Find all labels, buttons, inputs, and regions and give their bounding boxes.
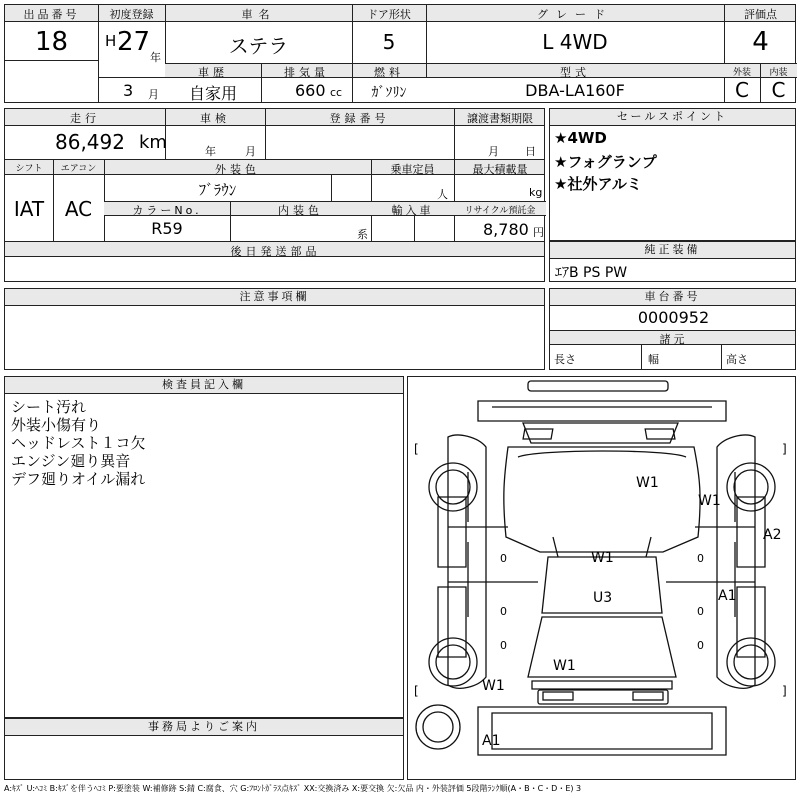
first-registration-era: H: [105, 32, 117, 50]
car-name-value: ステラ: [228, 34, 289, 58]
capacity-unit: 人: [437, 188, 448, 201]
recycle-label: リサイクル預託金: [464, 206, 536, 216]
sales-points-label: セールスポイント: [550, 109, 795, 126]
month-unit: 月: [148, 88, 159, 101]
equipment-block: [549, 241, 796, 282]
chassis-label: 車台番号: [550, 289, 795, 306]
inspector-line: シート汚れ: [11, 398, 87, 416]
car-name-label: 車名: [241, 8, 276, 21]
inspector-line: エンジン廻り異音: [11, 452, 131, 470]
shaken-label: 車検: [200, 112, 230, 125]
model-value: DBA-LA160F: [525, 81, 625, 100]
history-label: 車歴: [198, 66, 228, 79]
model-label: 型式: [560, 66, 590, 79]
exterior-color-value: ﾌﾞﾗｳﾝ: [198, 181, 237, 199]
rating-label: 評価点: [744, 8, 777, 21]
later-parts-label: 後日発送部品: [230, 245, 321, 258]
shaken-month-unit: 月: [245, 145, 256, 158]
first-registration-year: 27: [117, 27, 151, 57]
damage-diagram-frame: [407, 376, 796, 780]
registration-number-label: 登録番号: [329, 112, 390, 125]
inspector-label: 検査員記入欄: [5, 377, 403, 394]
damage-mark: W1: [482, 678, 505, 694]
chassis-value: 0000952: [637, 308, 710, 327]
bracket-mark: [: [414, 442, 419, 456]
inspector-line: デフ廻りオイル漏れ: [11, 470, 146, 488]
chassis-block: [549, 288, 796, 370]
zero-mark: 0: [500, 605, 507, 618]
damage-mark: W1: [553, 658, 576, 674]
bracket-mark: ]: [782, 442, 787, 456]
displacement-label: 排気量: [284, 66, 329, 79]
notes-label: 注意事項欄: [5, 289, 544, 306]
sales-point-item: ★社外アルミ: [554, 175, 642, 193]
fuel-label: 燃料: [374, 66, 404, 79]
notes-block: [4, 288, 545, 370]
color-number-value: R59: [151, 219, 183, 238]
shift-value: IAT: [13, 197, 45, 221]
inspector-line: 外装小傷有り: [11, 416, 102, 434]
mileage-unit: km: [139, 132, 167, 153]
equipment-label: 純正装備: [550, 242, 795, 259]
specs-height-label: 高さ: [726, 353, 748, 366]
sales-point-item: ★フォグランプ: [554, 153, 657, 171]
recycle-unit: 円: [533, 226, 544, 239]
max-load-unit: kg: [529, 186, 543, 199]
interior-rating-value: C: [771, 78, 786, 102]
color-number-label: カラーNo.: [132, 204, 202, 217]
lot-number-value: 18: [34, 27, 69, 57]
damage-legend: A:ｷｽﾞ U:ﾍｺﾐ B:ｷｽﾞを伴うﾍｺﾐ P:要塗装 W:補修跡 S:錆 C:腐食、穴 G:ﾌﾛﾝﾄｶﾞﾗｽ点ｷｽﾞ XX:交換済み X:要交換 欠:欠品 内・外装評価 5段階ﾗﾝｸ順(A・B・C・D・E) 3: [4, 784, 582, 793]
damage-mark: A2: [763, 527, 782, 543]
transfer-day-unit: 日: [525, 145, 536, 158]
grade-label: グレード: [537, 8, 613, 21]
zero-mark: 0: [697, 639, 704, 652]
office-label: 事務局よりご案内: [5, 719, 403, 736]
damage-mark: A1: [718, 588, 737, 604]
aircon-value: AC: [64, 197, 93, 221]
recycle-value: 8,780: [483, 220, 529, 239]
interior-rating-label: 内装: [769, 68, 788, 78]
shaken-year-unit: 年: [205, 145, 216, 158]
zero-mark: 0: [500, 552, 507, 565]
displacement-unit: cc: [330, 86, 343, 99]
damage-mark: W1: [591, 550, 614, 566]
specs-length-label: 長さ: [554, 353, 576, 366]
vehicle-detail-block: [4, 108, 545, 282]
sales-point-item: ★4WD: [554, 129, 607, 147]
first-registration-month: 3: [123, 81, 134, 100]
first-registration-label: 初度登録: [109, 8, 154, 21]
door-type-value: 5: [382, 30, 396, 54]
header-block: [4, 4, 796, 103]
specs-width-label: 幅: [648, 353, 659, 366]
max-load-label: 最大積載量: [472, 163, 528, 176]
bracket-mark: ]: [782, 684, 787, 698]
damage-mark: A1: [482, 733, 501, 749]
shift-label: シフト: [15, 164, 43, 174]
sales-points-block: [549, 108, 796, 241]
bracket-mark: [: [414, 684, 419, 698]
lot-number-label: 出品番号: [23, 8, 80, 21]
transfer-deadline-label: 譲渡書類期限: [467, 112, 533, 125]
aircon-label: エアコン: [60, 164, 97, 174]
capacity-label: 乗車定員: [390, 163, 435, 176]
equipment-value: ｴｱB PS PW: [555, 265, 628, 281]
interior-color-label: 内装色: [278, 204, 323, 217]
office-block: [4, 718, 404, 780]
transfer-month-unit: 月: [488, 145, 499, 158]
specs-label: 諸元: [659, 333, 688, 346]
inspector-line: ヘッドレスト１コ欠: [11, 434, 146, 452]
interior-color-unit: 系: [357, 228, 368, 241]
year-unit: 年: [150, 51, 161, 64]
exterior-rating-value: C: [735, 78, 749, 102]
displacement-value: 660: [295, 81, 326, 100]
zero-mark: 0: [500, 639, 507, 652]
damage-mark: W1: [636, 475, 659, 491]
car-damage-diagram: [408, 377, 795, 779]
rating-value: 4: [752, 27, 769, 57]
exterior-rating-label: 外装: [732, 68, 751, 78]
door-type-label: ドア形状: [367, 8, 411, 21]
import-label: 輸入車: [391, 204, 434, 217]
mileage-label: 走行: [70, 112, 100, 125]
damage-mark: U3: [593, 590, 613, 606]
inspector-block: [4, 376, 404, 718]
exterior-color-label: 外装色: [215, 163, 260, 176]
history-value: 自家用: [188, 84, 237, 103]
zero-mark: 0: [697, 552, 704, 565]
damage-mark: W1: [698, 493, 721, 509]
grade-value: L 4WD: [542, 30, 608, 54]
zero-mark: 0: [697, 605, 704, 618]
fuel-value: ｶﾞｿﾘﾝ: [371, 85, 407, 101]
mileage-value: 86,492: [55, 130, 125, 154]
